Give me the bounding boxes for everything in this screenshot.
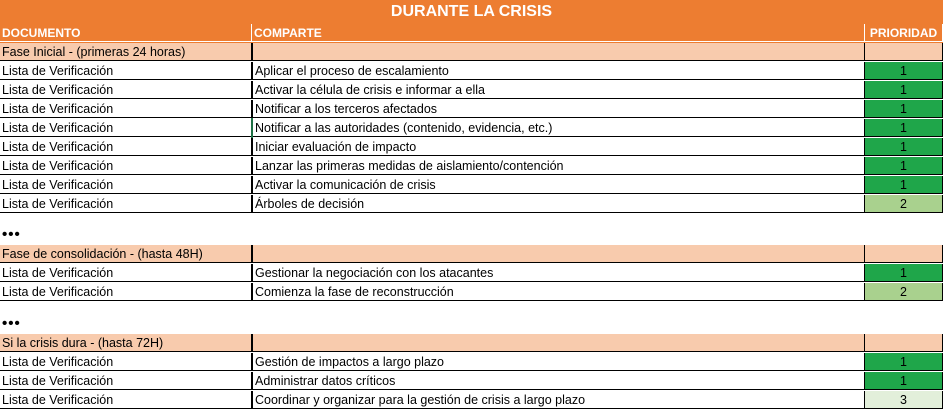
comparte-cell[interactable]: Activar la célula de crisis e informar a ella [252,81,865,99]
table-row [0,283,943,302]
phase-empty-cell[interactable] [865,245,943,263]
prioridad-cell[interactable]: 1 [865,264,943,282]
prioridad-cell[interactable]: 1 [865,353,943,371]
documento-cell[interactable]: Lista de Verificación [0,372,252,390]
prioridad-cell[interactable]: 1 [865,119,943,137]
table-row [0,138,943,157]
prioridad-cell[interactable]: 1 [865,372,943,390]
comparte-cell[interactable]: Árboles de decisión [252,195,865,213]
phase-empty-cell[interactable] [252,245,865,263]
header-documento[interactable]: DOCUMENTO [0,24,252,42]
documento-cell[interactable]: Lista de Verificación [0,283,252,301]
prioridad-cell[interactable]: 1 [865,81,943,99]
documento-cell[interactable]: Lista de Verificación [0,62,252,80]
phase-label[interactable]: Si la crisis dura - (hasta 72H) [0,334,252,352]
documento-cell[interactable]: Lista de Verificación [0,119,252,137]
phase-row-extended [0,334,943,353]
active-cell-indicator [251,118,253,138]
prioridad-cell[interactable]: 1 [865,100,943,118]
table-row [0,391,943,410]
documento-cell[interactable]: Lista de Verificación [0,157,252,175]
header-prioridad[interactable]: PRIORIDAD [865,24,943,42]
header-comparte[interactable]: COMPARTE [252,24,865,42]
phase-row-consolidation [0,245,943,264]
table-row [0,100,943,119]
phase-empty-cell[interactable] [252,43,865,61]
prioridad-cell[interactable]: 1 [865,176,943,194]
prioridad-cell[interactable]: 2 [865,195,943,213]
prioridad-cell[interactable]: 1 [865,62,943,80]
table-row [0,176,943,195]
comparte-cell[interactable]: Administrar datos críticos [252,372,865,390]
table-row [0,353,943,372]
table-row [0,372,943,391]
ellipsis-separator: ••• [2,315,21,332]
phase-row-initial [0,43,943,62]
phase-label[interactable]: Fase Inicial - (primeras 24 horas) [0,43,252,61]
table-row [0,81,943,100]
table-row [0,157,943,176]
ellipsis-separator: ••• [2,226,21,243]
comparte-cell[interactable]: Coordinar y organizar para la gestión de crisis a largo plazo [252,391,865,409]
documento-cell[interactable]: Lista de Verificación [0,81,252,99]
table-row [0,264,943,283]
comparte-cell[interactable]: Comienza la fase de reconstrucción [252,283,865,301]
comparte-cell[interactable]: Notificar a las autoridades (contenido, evidencia, etc.) [252,119,865,137]
documento-cell[interactable]: Lista de Verificación [0,100,252,118]
documento-cell[interactable]: Lista de Verificación [0,195,252,213]
prioridad-cell[interactable]: 3 [865,391,943,409]
phase-empty-cell[interactable] [865,334,943,352]
phase-empty-cell[interactable] [865,43,943,61]
prioridad-cell[interactable]: 1 [865,157,943,175]
comparte-cell[interactable]: Aplicar el proceso de escalamiento [252,62,865,80]
comparte-cell[interactable]: Gestión de impactos a largo plazo [252,353,865,371]
sheet-title: DURANTE LA CRISIS [0,0,943,24]
header-row [0,24,943,43]
comparte-cell[interactable]: Notificar a los terceros afectados [252,100,865,118]
comparte-cell[interactable]: Activar la comunicación de crisis [252,176,865,194]
comparte-cell[interactable]: Iniciar evaluación de impacto [252,138,865,156]
documento-cell[interactable]: Lista de Verificación [0,176,252,194]
documento-cell[interactable]: Lista de Verificación [0,391,252,409]
prioridad-cell[interactable]: 2 [865,283,943,301]
table-row [0,195,943,214]
comparte-cell[interactable]: Lanzar las primeras medidas de aislamiento/contención [252,157,865,175]
table-row [0,62,943,81]
phase-empty-cell[interactable] [252,334,865,352]
phase-label[interactable]: Fase de consolidación - (hasta 48H) [0,245,252,263]
documento-cell[interactable]: Lista de Verificación [0,353,252,371]
table-row [0,119,943,138]
documento-cell[interactable]: Lista de Verificación [0,264,252,282]
comparte-cell[interactable]: Gestionar la negociación con los atacantes [252,264,865,282]
documento-cell[interactable]: Lista de Verificación [0,138,252,156]
prioridad-cell[interactable]: 1 [865,138,943,156]
